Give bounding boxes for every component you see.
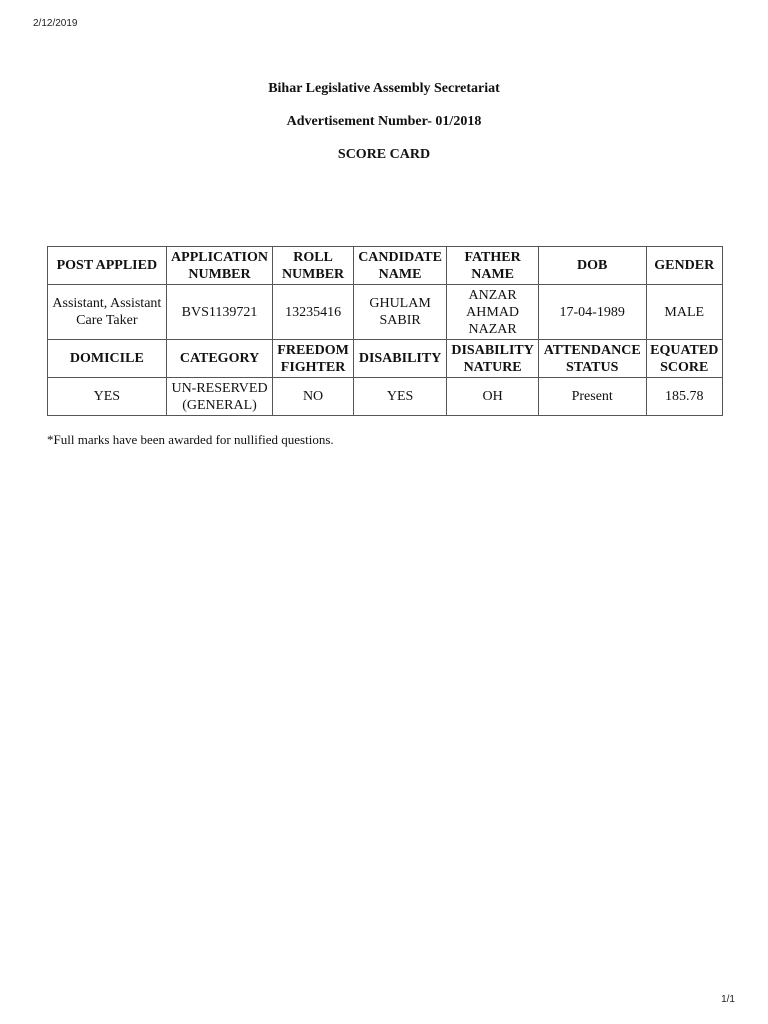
value-freedom-fighter: NO: [273, 378, 353, 416]
value-gender: MALE: [646, 285, 723, 340]
value-application-number: BVS1139721: [166, 285, 273, 340]
value-roll-number: 13235416: [273, 285, 353, 340]
page-number: 1/1: [721, 994, 735, 1005]
header-equated-score: EQUATED SCORE: [646, 340, 723, 378]
header-father-name: FATHER NAME: [447, 247, 539, 285]
table-row: [48, 285, 723, 340]
print-date: 2/12/2019: [33, 18, 78, 29]
advertisement-number: Advertisement Number- 01/2018: [286, 114, 482, 129]
header-candidate-name: CANDIDATE NAME: [353, 247, 447, 285]
value-father-name: ANZAR AHMAD NAZAR: [447, 285, 539, 340]
value-dob: 17-04-1989: [538, 285, 646, 340]
header-disability: DISABILITY: [353, 340, 447, 378]
header-application-number: APPLICATION NUMBER: [166, 247, 273, 285]
score-card-table: [47, 246, 723, 416]
value-disability: YES: [353, 378, 447, 416]
header-dob: DOB: [538, 247, 646, 285]
value-candidate-name: GHULAM SABIR: [353, 285, 447, 340]
header-gender: GENDER: [646, 247, 723, 285]
table-header-row: [48, 340, 723, 378]
value-equated-score: 185.78: [646, 378, 723, 416]
value-disability-nature: OH: [447, 378, 539, 416]
header-post-applied: POST APPLIED: [48, 247, 167, 285]
header-freedom-fighter: FREEDOM FIGHTER: [273, 340, 353, 378]
header-attendance-status: ATTENDANCE STATUS: [538, 340, 646, 378]
score-card-title: SCORE CARD: [337, 147, 431, 162]
page-title: Bihar Legislative Assembly Secretariat: [268, 81, 500, 96]
table-row: [48, 378, 723, 416]
value-post-applied: Assistant, Assistant Care Taker: [48, 285, 167, 340]
table-header-row: [48, 247, 723, 285]
value-category: UN-RESERVED (GENERAL): [166, 378, 273, 416]
header-disability-nature: DISABILITY NATURE: [447, 340, 539, 378]
header-category: CATEGORY: [166, 340, 273, 378]
value-attendance-status: Present: [538, 378, 646, 416]
header-domicile: DOMICILE: [48, 340, 167, 378]
header-roll-number: ROLL NUMBER: [273, 247, 353, 285]
footnote: *Full marks have been awarded for nullified questions.: [47, 432, 334, 447]
value-domicile: YES: [48, 378, 167, 416]
